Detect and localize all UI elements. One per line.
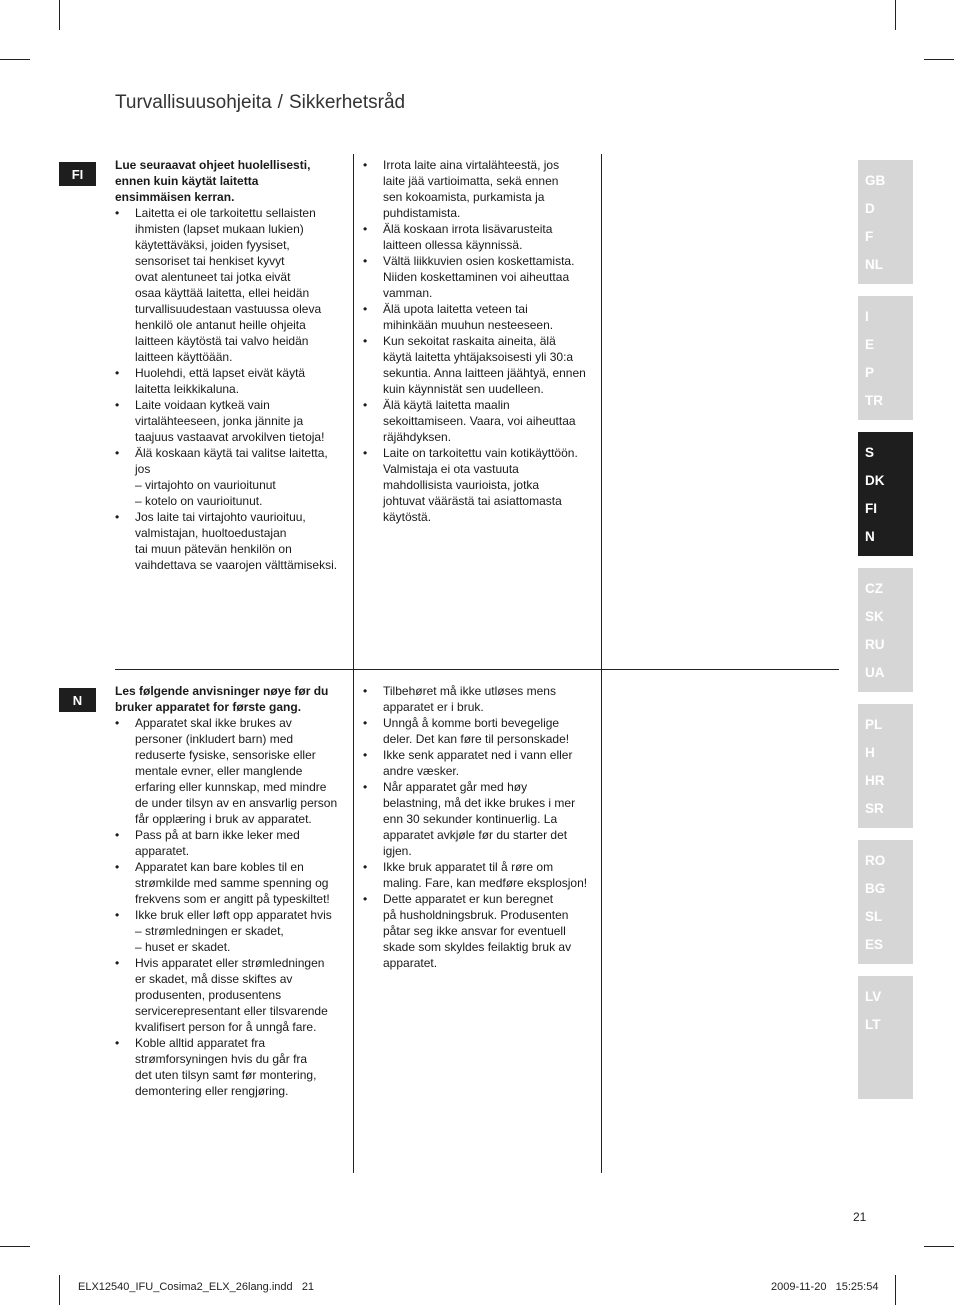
language-code: HR (865, 773, 885, 788)
text-line: maling. Fare, kan medføre eksplosjon! (383, 876, 588, 890)
text-line: mahdollisista vaurioista, jotka (383, 478, 540, 492)
list-item (115, 397, 350, 445)
crop-mark (895, 1275, 896, 1305)
text-line: laite jää vartioimatta, sekä ennen (383, 174, 559, 188)
language-code: SL (865, 909, 883, 924)
list-item (115, 365, 350, 397)
language-tab-group-7 (858, 976, 913, 1099)
text-line: produsenten, produsentens (135, 988, 282, 1002)
list-item (363, 715, 598, 747)
crop-mark (59, 1275, 60, 1305)
text-line: demontering eller rengjøring. (135, 1084, 289, 1098)
crop-mark (924, 59, 954, 60)
text-line: får opplæring i bruk av apparatet. (135, 812, 312, 826)
text-line: vamman. (383, 286, 433, 300)
text-line: • Apparatet kan bare kobles til en (135, 860, 304, 874)
text-line: turvallisuudestaan vastuussa oleva (135, 302, 322, 316)
text-line: apparatet er i bruk. (383, 700, 484, 714)
text-line: virtalähteeseen, jonka jännite ja (135, 414, 304, 428)
language-code: TR (865, 393, 883, 408)
section-badge-no: N (59, 688, 96, 712)
list-item (363, 221, 598, 253)
text-line: Les følgende anvisninger nøye før du (115, 684, 329, 698)
language-tab-group-1 (858, 160, 913, 284)
text-line: • Pass på at barn ikke leker med (135, 828, 300, 842)
text-line: på husholdningsbruk. Produsenten (383, 908, 569, 922)
list-item (115, 827, 350, 859)
text-line: mihinkään muuhun nesteeseen. (383, 318, 554, 332)
language-tab-group-3-active (858, 432, 913, 556)
list-item (363, 779, 598, 859)
text-line: sensoriset tai henkiset kyvyt (135, 254, 285, 268)
language-code: UA (865, 665, 885, 680)
fi-column-1 (115, 157, 350, 573)
text-line: • Hvis apparatet eller strømledningen (135, 956, 325, 970)
crop-mark (924, 1246, 954, 1247)
text-line: enn 30 sekunder kontinuerlig. La (383, 812, 558, 826)
text-line: erfaring eller kunnskap, med mindre (135, 780, 327, 794)
list-item (115, 1035, 350, 1099)
language-code: H (865, 745, 875, 760)
text-line: • Ikke senk apparatet ned i vann eller (383, 748, 573, 762)
text-line: det uten tilsyn samt før montering, (135, 1068, 317, 1082)
text-line: apparatet avkjøle før du starter det (383, 828, 568, 842)
text-line: frekvens som er angitt på typeskiltet! (135, 892, 330, 906)
text-line: • Unngå å komme borti bevegelige (383, 716, 560, 730)
list-item (363, 333, 598, 397)
fi-safety-list (115, 205, 350, 573)
language-code: I (865, 309, 869, 324)
no-safety-list-continued (363, 683, 598, 971)
text-line: • Kun sekoitat raskaita aineita, älä (383, 334, 556, 348)
language-code: FI (865, 501, 877, 516)
text-line: deler. Det kan føre til personskade! (383, 732, 570, 746)
language-tab-group-6 (858, 840, 913, 964)
language-code: SK (865, 609, 884, 624)
text-line: • Ikke bruk eller løft opp apparatet hvis (135, 908, 332, 922)
text-line: • Tilbehøret må ikke utløses mens (383, 684, 556, 698)
text-line: • Ikke bruk apparatet til å røre om (383, 860, 554, 874)
language-code: D (865, 201, 875, 216)
text-line: • Laite on tarkoitettu vain kotikäyttöön. (383, 446, 578, 460)
text-line: • Huolehdi, että lapset eivät käytä (135, 366, 306, 380)
language-code: DK (865, 473, 885, 488)
language-code: GB (865, 173, 886, 188)
language-tab-group-2 (858, 296, 913, 420)
text-line: de under tilsyn av en ansvarlig person (135, 796, 338, 810)
crop-mark (0, 1246, 30, 1247)
text-line: • Koble alltid apparatet fra (135, 1036, 266, 1050)
text-line: andre væsker. (383, 764, 460, 778)
text-line: • Laite voidaan kytkeä vain (135, 398, 270, 412)
language-code: RU (865, 637, 885, 652)
list-item (363, 157, 598, 221)
list-item (115, 509, 350, 573)
no-column-1 (115, 683, 350, 1099)
list-item (115, 907, 350, 955)
text-line: mentale evner, eller manglende (135, 764, 303, 778)
text-line: • Når apparatet går med høy (383, 780, 528, 794)
language-code: LV (865, 989, 882, 1004)
no-safety-list (115, 715, 350, 1099)
language-code: N (865, 529, 875, 544)
language-code: SR (865, 801, 884, 816)
language-code: E (865, 337, 875, 352)
language-code: ES (865, 937, 884, 952)
list-item (115, 859, 350, 907)
list-item (363, 301, 598, 333)
language-tab-group-4 (858, 568, 913, 692)
list-item (115, 955, 350, 1035)
list-item (363, 891, 598, 971)
text-line: käytettäväksi, joiden fyysiset, (135, 238, 290, 252)
text-line: Valmistaja ei ota vastuuta (383, 462, 519, 476)
text-line: • Laitetta ei ole tarkoitettu sellaisten (135, 206, 316, 220)
text-line: er skadet, må disse skiftes av (135, 972, 293, 986)
text-line: bruker apparatet for første gang. (115, 700, 302, 714)
text-line: sekoittamiseen. Vaara, voi aiheuttaa (383, 414, 576, 428)
language-code: F (865, 229, 874, 244)
list-item (363, 253, 598, 301)
page-title (115, 92, 405, 114)
list-item (363, 683, 598, 715)
language-code: PL (865, 717, 883, 732)
text-line: apparatet. (383, 956, 438, 970)
text-line: – huset er skadet. (135, 940, 231, 954)
text-line: laitteen käytöstä tai valvo heidän (135, 334, 309, 348)
language-code: RO (865, 853, 886, 868)
text-line: vaihdettava se vaarojen välttämiseksi. (135, 558, 338, 572)
language-code: LT (865, 1017, 881, 1032)
text-line: • Älä upota laitetta veteen tai (383, 302, 528, 316)
text-line: käytöstä. (383, 510, 432, 524)
no-intro (115, 683, 350, 715)
text-line: sen kokoamista, purkamista ja (383, 190, 545, 204)
text-line: käytä laitetta yhtäjaksoisesti yli 30:a (383, 350, 574, 364)
text-line: strømforsyningen hvis du går fra (135, 1052, 308, 1066)
text-line: kvalifisert person for å unngå fare. (135, 1020, 317, 1034)
text-line: sekuntia. Anna laitteen jäähtyä, ennen (383, 366, 586, 380)
text-line: laitetta leikkikaluna. (135, 382, 240, 396)
fi-column-2 (363, 157, 598, 525)
text-line: laitteen ollessa käynnissä. (383, 238, 523, 252)
text-line: ihmisten (lapset mukaan lukien) (135, 222, 304, 236)
text-line: henkilö ole antanut heille ohjeita (135, 318, 306, 332)
language-code: NL (865, 257, 883, 272)
text-line: • Älä koskaan käytä tai valitse laitetta, (135, 446, 328, 460)
text-line: • Apparatet skal ikke brukes av (135, 716, 292, 730)
list-item (363, 397, 598, 445)
list-item (363, 859, 598, 891)
text-line: igjen. (383, 844, 412, 858)
text-line: • Irrota laite aina virtalähteestä, jos (383, 158, 560, 172)
text-line: laitteen käyttöään. (135, 350, 233, 364)
title-part-fi: Turvallisuusohjeita (115, 92, 272, 113)
title-part-no: Sikkerhetsråd (288, 92, 406, 113)
text-line: påtar seg ikke ansvar for eventuell (383, 924, 566, 938)
no-column-2 (363, 683, 598, 971)
fi-safety-list-continued (363, 157, 598, 525)
text-line: valmistajan, huoltoedustajan (135, 526, 287, 540)
text-line: belastning, må det ikke brukes i mer (383, 796, 576, 810)
text-line: – strømledningen er skadet, (135, 924, 284, 938)
crop-mark (59, 0, 60, 30)
language-code: P (865, 365, 875, 380)
text-line: reduserte fysiske, sensoriske eller (135, 748, 316, 762)
column-divider (601, 154, 602, 1173)
footer-timestamp: 2009-11-20 15:25:54 (771, 1281, 879, 1293)
text-line: osaa käyttää laitetta, ellei heidän (135, 286, 310, 300)
text-line: Lue seuraavat ohjeet huolellisesti, (115, 158, 311, 172)
language-code: BG (865, 881, 886, 896)
list-item (115, 205, 350, 365)
text-line: – kotelo on vaurioitunut. (135, 494, 263, 508)
text-line: taajuus vastaavat arvokilven tietoja! (135, 430, 325, 444)
page-number: 21 (853, 1210, 867, 1224)
text-line: Niiden koskettaminen voi aiheuttaa (383, 270, 570, 284)
text-line: • Jos laite tai virtajohto vaurioituu, (135, 510, 306, 524)
language-code: S (865, 445, 875, 460)
list-item (115, 715, 350, 827)
text-line: – virtajohto on vaurioitunut (135, 478, 276, 492)
language-code: CZ (865, 581, 883, 596)
text-line: skade som skyldes feilaktig bruk av (383, 940, 572, 954)
text-line: • Vältä liikkuvien osien koskettamista. (383, 254, 575, 268)
column-divider (353, 154, 354, 1173)
text-line: strømkilde med samme spenning og (135, 876, 329, 890)
text-line: • Älä koskaan irrota lisävarusteita (383, 222, 553, 236)
text-line: ensimmäisen kerran. (115, 190, 235, 204)
text-line: johtuvat väärästä tai asiattomasta (383, 494, 562, 508)
text-line: puhdistamista. (383, 206, 461, 220)
crop-mark (895, 0, 896, 30)
section-badge-fi: FI (59, 162, 96, 186)
list-item (115, 445, 350, 509)
section-divider (115, 669, 839, 670)
text-line: ovat alentuneet tai jotka eivät (135, 270, 291, 284)
title-separator: / (277, 92, 283, 113)
list-item (363, 747, 598, 779)
text-line: ennen kuin käytät laitetta (115, 174, 259, 188)
text-line: kuin käynnistät sen uudelleen. (383, 382, 544, 396)
text-line: • Dette apparatet er kun beregnet (383, 892, 554, 906)
text-line: tai muun pätevän henkilön on (135, 542, 292, 556)
fi-intro (115, 157, 350, 205)
text-line: servicerepresentant eller tilsvarende (135, 1004, 328, 1018)
language-tab-group-5 (858, 704, 913, 828)
text-line: jos (135, 462, 151, 476)
crop-mark (0, 59, 30, 60)
text-line: räjähdyksen. (383, 430, 452, 444)
footer-file-info: ELX12540_IFU_Cosima2_ELX_26lang.indd 21 (78, 1281, 315, 1293)
text-line: personer (inkludert barn) med (135, 732, 294, 746)
list-item (363, 445, 598, 525)
text-line: apparatet. (135, 844, 190, 858)
text-line: • Älä käytä laitetta maalin (383, 398, 510, 412)
